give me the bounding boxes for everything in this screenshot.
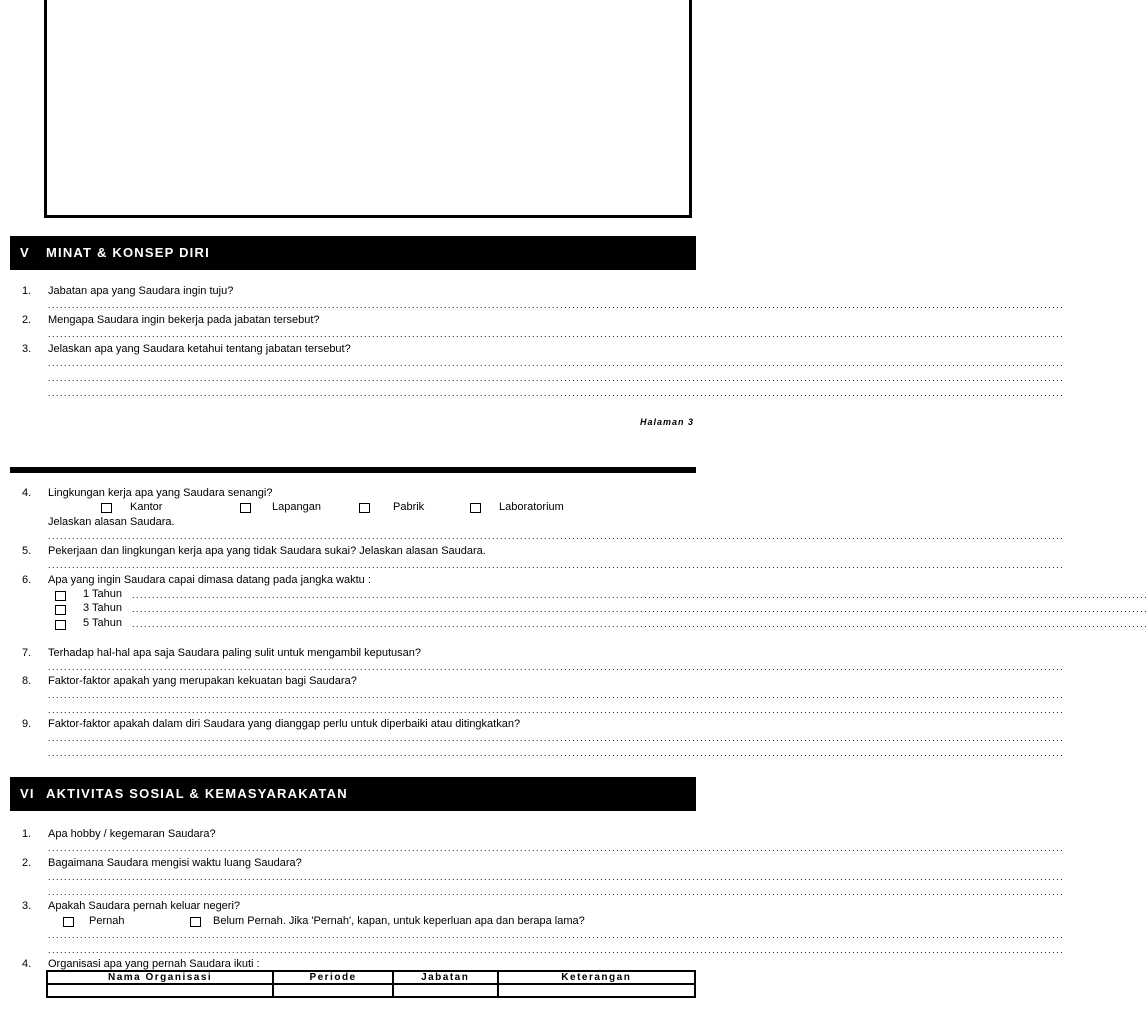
section-v-header	[10, 236, 696, 270]
question-number: 2.	[22, 314, 32, 326]
table-row	[47, 984, 695, 997]
option-label: 5 Tahun	[83, 617, 122, 629]
page-separator	[10, 467, 696, 473]
answer-line[interactable]: ..............................................................................................................................................................................................................................................................	[132, 619, 1148, 629]
checkbox-5-tahun[interactable]	[55, 620, 66, 630]
question-number: 9.	[22, 718, 32, 730]
question-number: 2.	[22, 857, 32, 869]
answer-line[interactable]: ..............................................................................................................................................................................................................................................................	[48, 733, 1065, 743]
section-v-number: V	[20, 245, 30, 260]
column-header-periode: Periode	[273, 971, 393, 984]
question-text: Mengapa Saudara ingin bekerja pada jabatan tersebut?	[48, 314, 320, 326]
question-number: 1.	[22, 285, 32, 297]
question-text: Bagaimana Saudara mengisi waktu luang Saudara?	[48, 857, 302, 869]
question-number: 3.	[22, 343, 32, 355]
answer-line[interactable]: ..............................................................................................................................................................................................................................................................	[48, 662, 1065, 672]
answer-line[interactable]: ..............................................................................................................................................................................................................................................................	[48, 887, 1065, 897]
column-header-jabatan: Jabatan	[393, 971, 498, 984]
question-subtext: Jelaskan alasan Saudara.	[48, 516, 175, 528]
answer-line[interactable]: ..............................................................................................................................................................................................................................................................	[48, 872, 1065, 882]
question-text: Faktor-faktor apakah yang merupakan kekuatan bagi Saudara?	[48, 675, 357, 687]
section-v-title: MINAT & KONSEP DIRI	[46, 245, 210, 260]
question-number: 3.	[22, 900, 32, 912]
question-text: Jabatan apa yang Saudara ingin tuju?	[48, 285, 234, 297]
table-cell[interactable]	[498, 984, 695, 997]
table-cell[interactable]	[393, 984, 498, 997]
answer-box[interactable]	[44, 0, 692, 218]
answer-line[interactable]: ..............................................................................................................................................................................................................................................................	[48, 531, 1065, 541]
checkbox-lapangan[interactable]	[240, 503, 251, 513]
answer-line[interactable]: ..............................................................................................................................................................................................................................................................	[48, 705, 1065, 715]
answer-line[interactable]: ..............................................................................................................................................................................................................................................................	[48, 945, 1065, 955]
option-label: 3 Tahun	[83, 602, 122, 614]
table-cell[interactable]	[47, 984, 273, 997]
question-text: Organisasi apa yang pernah Saudara ikuti :	[48, 958, 260, 970]
option-label: 1 Tahun	[83, 588, 122, 600]
answer-line[interactable]: ..............................................................................................................................................................................................................................................................	[48, 843, 1065, 853]
checkbox-1-tahun[interactable]	[55, 591, 66, 601]
checkbox-belum-pernah[interactable]	[190, 917, 201, 927]
question-text: Apa yang ingin Saudara capai dimasa datang pada jangka waktu :	[48, 574, 371, 586]
checkbox-3-tahun[interactable]	[55, 605, 66, 615]
answer-line[interactable]: ..............................................................................................................................................................................................................................................................	[48, 300, 1065, 310]
answer-line[interactable]: ..............................................................................................................................................................................................................................................................	[48, 388, 1065, 398]
section-vi-number: VI	[20, 786, 35, 801]
answer-line[interactable]: ..............................................................................................................................................................................................................................................................	[132, 604, 1148, 614]
option-label: Kantor	[130, 501, 163, 513]
checkbox-laboratorium[interactable]	[470, 503, 481, 513]
option-label: Pabrik	[393, 501, 425, 513]
question-text: Apakah Saudara pernah keluar negeri?	[48, 900, 241, 912]
answer-line[interactable]: ..............................................................................................................................................................................................................................................................	[48, 373, 1065, 383]
option-label: Lapangan	[272, 501, 321, 513]
column-header-nama-organisasi: Nama Organisasi	[47, 971, 273, 984]
question-text: Pekerjaan dan lingkungan kerja apa yang tidak Saudara sukai? Jelaskan alasan Saudara.	[48, 545, 486, 557]
question-text: Lingkungan kerja apa yang Saudara senangi?	[48, 487, 273, 499]
table-cell[interactable]	[273, 984, 393, 997]
question-text: Apa hobby / kegemaran Saudara?	[48, 828, 216, 840]
answer-line[interactable]: ..............................................................................................................................................................................................................................................................	[48, 329, 1065, 339]
checkbox-kantor[interactable]	[101, 503, 112, 513]
question-number: 8.	[22, 675, 32, 687]
page-number: Halaman 3	[639, 417, 694, 427]
answer-line[interactable]: ..............................................................................................................................................................................................................................................................	[48, 358, 1065, 368]
section-vi-title: AKTIVITAS SOSIAL & KEMASYARAKATAN	[46, 786, 348, 801]
option-label: Belum Pernah. Jika 'Pernah', kapan, untuk keperluan apa dan berapa lama?	[213, 915, 585, 927]
answer-line[interactable]: ..............................................................................................................................................................................................................................................................	[48, 930, 1065, 940]
question-text: Jelaskan apa yang Saudara ketahui tentang jabatan tersebut?	[48, 343, 351, 355]
question-text: Terhadap hal-hal apa saja Saudara paling sulit untuk mengambil keputusan?	[48, 647, 422, 659]
question-number: 6.	[22, 574, 32, 586]
column-header-keterangan: Keterangan	[498, 971, 695, 984]
answer-line[interactable]: ..............................................................................................................................................................................................................................................................	[48, 748, 1065, 758]
answer-line[interactable]: ..............................................................................................................................................................................................................................................................	[48, 560, 1065, 570]
table-header-row	[47, 971, 695, 984]
question-number: 1.	[22, 828, 32, 840]
question-number: 5.	[22, 545, 32, 557]
checkbox-pabrik[interactable]	[359, 503, 370, 513]
section-vi-header	[10, 777, 696, 811]
question-number: 7.	[22, 647, 32, 659]
question-number: 4.	[22, 487, 32, 499]
question-text: Faktor-faktor apakah dalam diri Saudara yang dianggap perlu untuk diperbaiki atau ditingkatkan?	[48, 718, 521, 730]
answer-line[interactable]: ..............................................................................................................................................................................................................................................................	[132, 590, 1148, 600]
option-label: Laboratorium	[499, 501, 564, 513]
question-number: 4.	[22, 958, 32, 970]
option-label: Pernah	[89, 915, 125, 927]
organization-table	[46, 970, 696, 998]
checkbox-pernah[interactable]	[63, 917, 74, 927]
answer-line[interactable]: ..............................................................................................................................................................................................................................................................	[48, 690, 1065, 700]
